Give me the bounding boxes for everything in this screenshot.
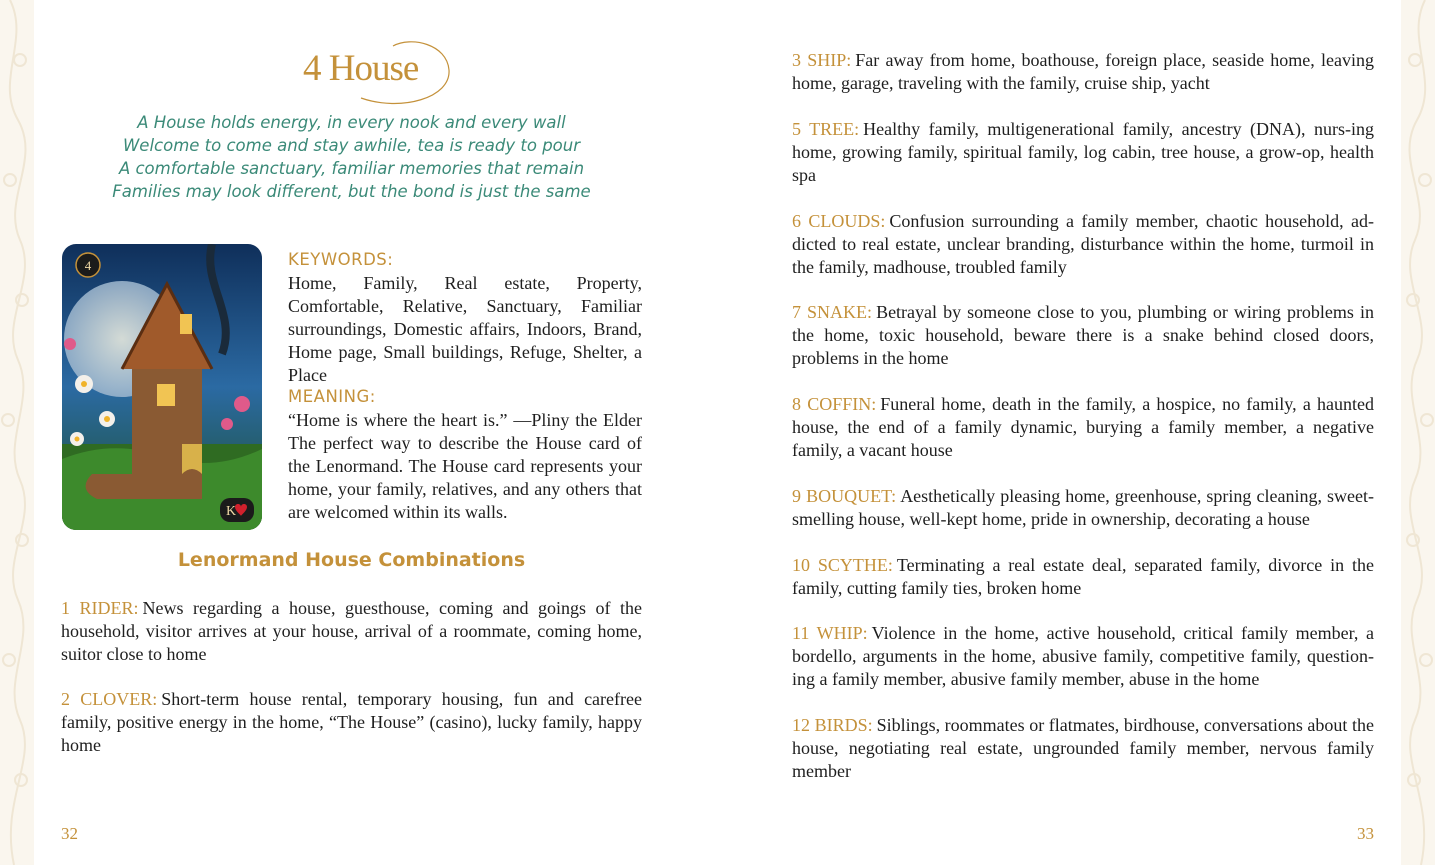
meaning-text: “Home is where the heart is.” —Pliny the Elder The perfect way to describe the House card of the Lenormand. The House card represents your home, your family, relatives, and any others that are welcomed within its walls.	[288, 410, 642, 522]
combination-text: Confusion surrounding a family member, chaotic household, ad-dicted to real estate, unclear branding, disturbance within the home, turmoil in the family, madhouse, troubled family	[792, 211, 1374, 277]
title-block	[301, 38, 451, 106]
combination-text: Aesthetically pleasing home, greenhouse, spring cleaning, sweet-smelling house, well-kept home, pride in ownership, decorating a house	[792, 486, 1374, 529]
card-corner-letter: K	[225, 504, 237, 519]
combination-name: 10 SCYTHE:	[792, 555, 893, 575]
combination-item	[61, 688, 642, 757]
meaning-label: MEANING:	[288, 387, 376, 406]
combination-item	[792, 554, 1374, 600]
combination-name: 2 CLOVER:	[61, 689, 158, 709]
combination-name: 12 BIRDS:	[792, 715, 873, 735]
combination-name: 11 WHIP:	[792, 623, 868, 643]
combination-item	[792, 301, 1374, 370]
poem	[61, 111, 642, 203]
combination-text: Siblings, roommates or flatmates, birdhouse, conversations about the house, negotiating real estate, ungrounded family member, nervous family member	[792, 715, 1374, 781]
combination-text: News regarding a house, guesthouse, coming and goings of the household, visitor arrives at your house, arrival of a roommate, coming home, suitor close to home	[61, 598, 642, 664]
page-number-right: 33	[1357, 824, 1374, 843]
combination-item	[792, 485, 1374, 531]
combination-item	[61, 597, 642, 666]
combination-name: 3 SHIP:	[792, 50, 852, 70]
combination-name: 7 SNAKE:	[792, 302, 873, 322]
combination-name: 1 RIDER:	[61, 598, 139, 618]
combination-text: Betrayal by someone close to you, plumbing or wiring problems in the home, toxic household, beware there is a snake behind closed doors, problems in the home	[792, 302, 1374, 368]
combination-item	[792, 622, 1374, 691]
combination-name: 6 CLOUDS:	[792, 211, 886, 231]
combination-item	[792, 210, 1374, 279]
combination-item	[792, 393, 1374, 462]
poem-line: A House holds energy, in every nook and every wall	[137, 113, 566, 132]
poem-line: Families may look different, but the bond is just the same	[112, 182, 591, 201]
left-floral-border	[0, 0, 34, 865]
combination-name: 9 BOUQUET:	[792, 486, 897, 506]
page-title: 4 House	[303, 48, 419, 89]
right-floral-border	[1401, 0, 1435, 865]
combination-text: Terminating a real estate deal, separated family, divorce in the family, cutting family ties, broken home	[792, 555, 1374, 598]
page-number-left: 32	[61, 824, 78, 843]
combination-item	[792, 49, 1374, 95]
keywords-text: Home, Family, Real estate, Property, Comfortable, Relative, Sanctuary, Familiar surroundings, Domestic affairs, Indoors, Brand, Home page, Small buildings, Refuge, Shelter, a Place	[288, 273, 642, 385]
house-card-illustration	[62, 244, 262, 530]
poem-line: Welcome to come and stay awhile, tea is ready to pour	[122, 136, 581, 155]
keywords-label: KEYWORDS:	[288, 250, 394, 269]
combination-name: 5 TREE:	[792, 119, 860, 139]
combination-text: Funeral home, death in the family, a hospice, no family, a haunted house, the end of a family dynamic, burying a family member, a negative family, a vacant house	[792, 394, 1374, 460]
poem-line: A comfortable sanctuary, familiar memories that remain	[118, 159, 585, 178]
combination-text: Violence in the home, active household, critical family member, a bordello, arguments in the home, abusive family, competitive family, question-ing a family member, abusive family member, abuse in the home	[792, 623, 1374, 689]
combination-text: Far away from home, boathouse, foreign place, seaside home, leaving home, garage, traveling with the family, cruise ship, yacht	[792, 50, 1374, 93]
combination-text: Short-term house rental, temporary housing, fun and carefree family, positive energy in the home, “The House” (casino), lucky family, happy home	[61, 689, 642, 755]
combinations-heading: Lenormand House Combinations	[177, 549, 526, 571]
combination-text: Healthy family, multigenerational family, ancestry (DNA), nurs-ing home, growing family, spiritual family, log cabin, tree house, a grow-op, health spa	[792, 119, 1374, 185]
card-number: 4	[84, 258, 92, 273]
combination-name: 8 COFFIN:	[792, 394, 877, 414]
combination-item	[792, 118, 1374, 187]
combination-item	[792, 714, 1374, 783]
